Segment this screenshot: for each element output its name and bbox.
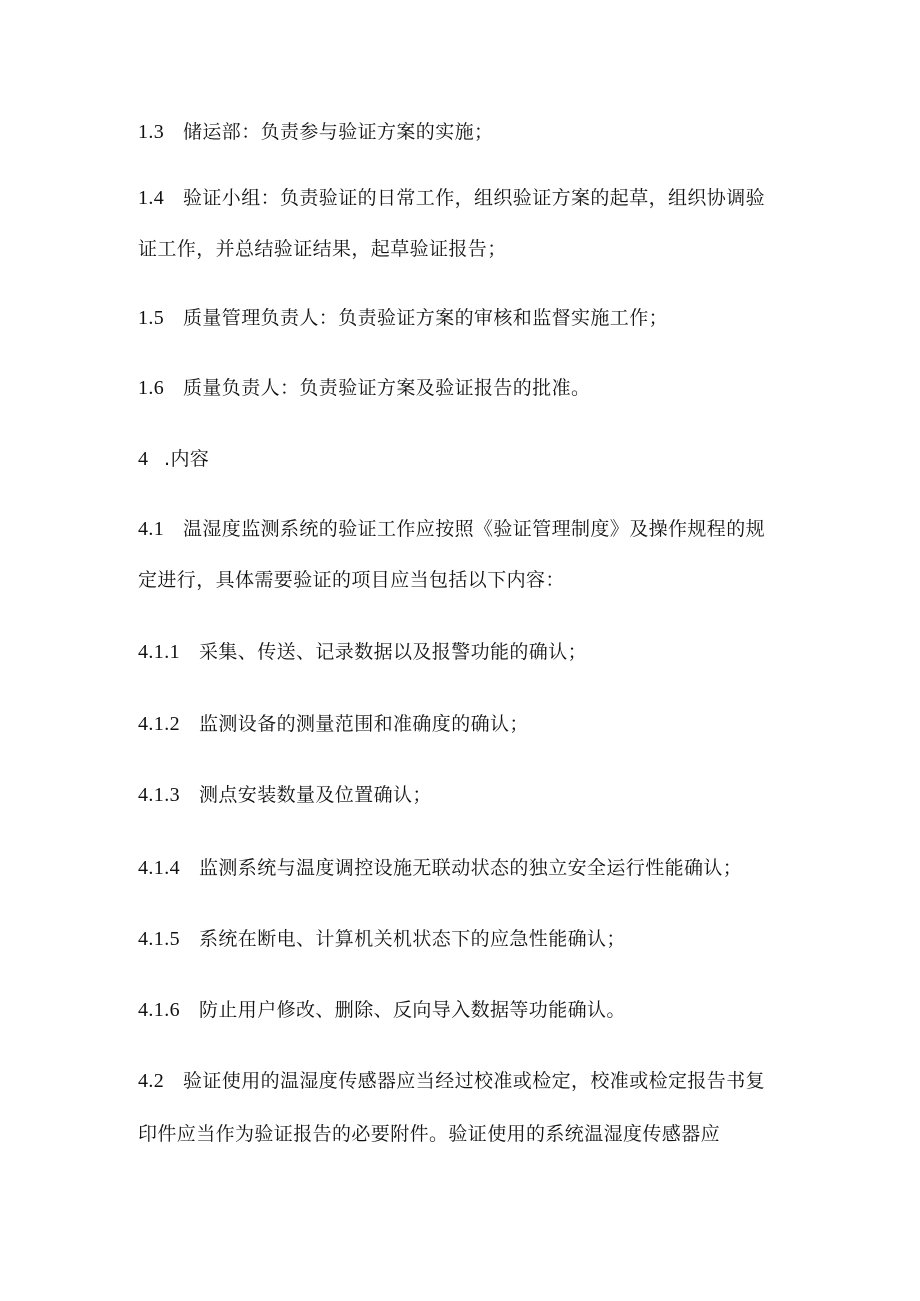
clause-number: 4.1.5: [138, 928, 180, 950]
section-title: .内容: [164, 448, 210, 470]
clause-number: 1.5: [138, 307, 165, 329]
clause-4-1-5: [138, 927, 626, 951]
clause-number: 4.2: [138, 1070, 165, 1092]
clause-4-1-4: [138, 856, 742, 880]
clause-number: 4.1: [138, 518, 165, 540]
clause-text: 证工作，并总结验证结果，起草验证报告；: [138, 238, 507, 260]
clause-number: 4.1.4: [138, 857, 180, 879]
clause-text: 温湿度监测系统的验证工作应按照《验证管理制度》及操作规程的规: [183, 518, 766, 540]
clause-text: 储运部：负责参与验证方案的实施；: [183, 121, 494, 143]
clause-text: 监测设备的测量范围和准确度的确认；: [199, 713, 529, 735]
clause-number: 1.6: [138, 377, 165, 399]
clause-text: 防止用户修改、删除、反向导入数据等功能确认。: [199, 999, 626, 1021]
clause-4-1-6: [138, 998, 626, 1022]
section-number: 4: [138, 448, 149, 470]
clause-4-2-continued: [138, 1122, 720, 1146]
clause-1-5: [138, 306, 668, 330]
clause-number: 4.1.3: [138, 784, 180, 806]
clause-text: 质量负责人：负责验证方案及验证报告的批准。: [183, 377, 591, 399]
clause-text: 验证使用的温湿度传感器应当经过校准或检定，校准或检定报告书复: [183, 1070, 766, 1092]
clause-1-3: [138, 120, 493, 144]
clause-number: 4.1.6: [138, 999, 180, 1021]
clause-4-1: [138, 517, 765, 541]
clause-number: 1.4: [138, 187, 165, 209]
clause-4-1-2: [138, 712, 529, 736]
clause-text: 质量管理负责人：负责验证方案的审核和监督实施工作；: [183, 307, 669, 329]
clause-1-4-continued: [138, 237, 507, 261]
clause-1-4: [138, 186, 765, 210]
clause-4-2: [138, 1069, 765, 1093]
clause-text: 采集、传送、记录数据以及报警功能的确认；: [199, 641, 588, 663]
clause-4-1-3: [138, 783, 432, 807]
clause-4-1-1: [138, 640, 587, 664]
clause-text: 验证小组：负责验证的日常工作，组织验证方案的起草，组织协调验: [183, 187, 766, 209]
clause-number: 4.1.2: [138, 713, 180, 735]
clause-1-6: [138, 376, 590, 400]
clause-4-1-continued: [138, 568, 565, 592]
clause-number: 1.3: [138, 121, 165, 143]
clause-text: 定进行，具体需要验证的项目应当包括以下内容：: [138, 569, 565, 591]
clause-text: 印件应当作为验证报告的必要附件。验证使用的系统温湿度传感器应: [138, 1123, 721, 1145]
section-4-heading: [138, 447, 209, 471]
clause-text: 监测系统与温度调控设施无联动状态的独立安全运行性能确认；: [199, 857, 743, 879]
clause-text: 系统在断电、计算机关机状态下的应急性能确认；: [199, 928, 626, 950]
clause-text: 测点安装数量及位置确认；: [199, 784, 432, 806]
clause-number: 4.1.1: [138, 641, 180, 663]
